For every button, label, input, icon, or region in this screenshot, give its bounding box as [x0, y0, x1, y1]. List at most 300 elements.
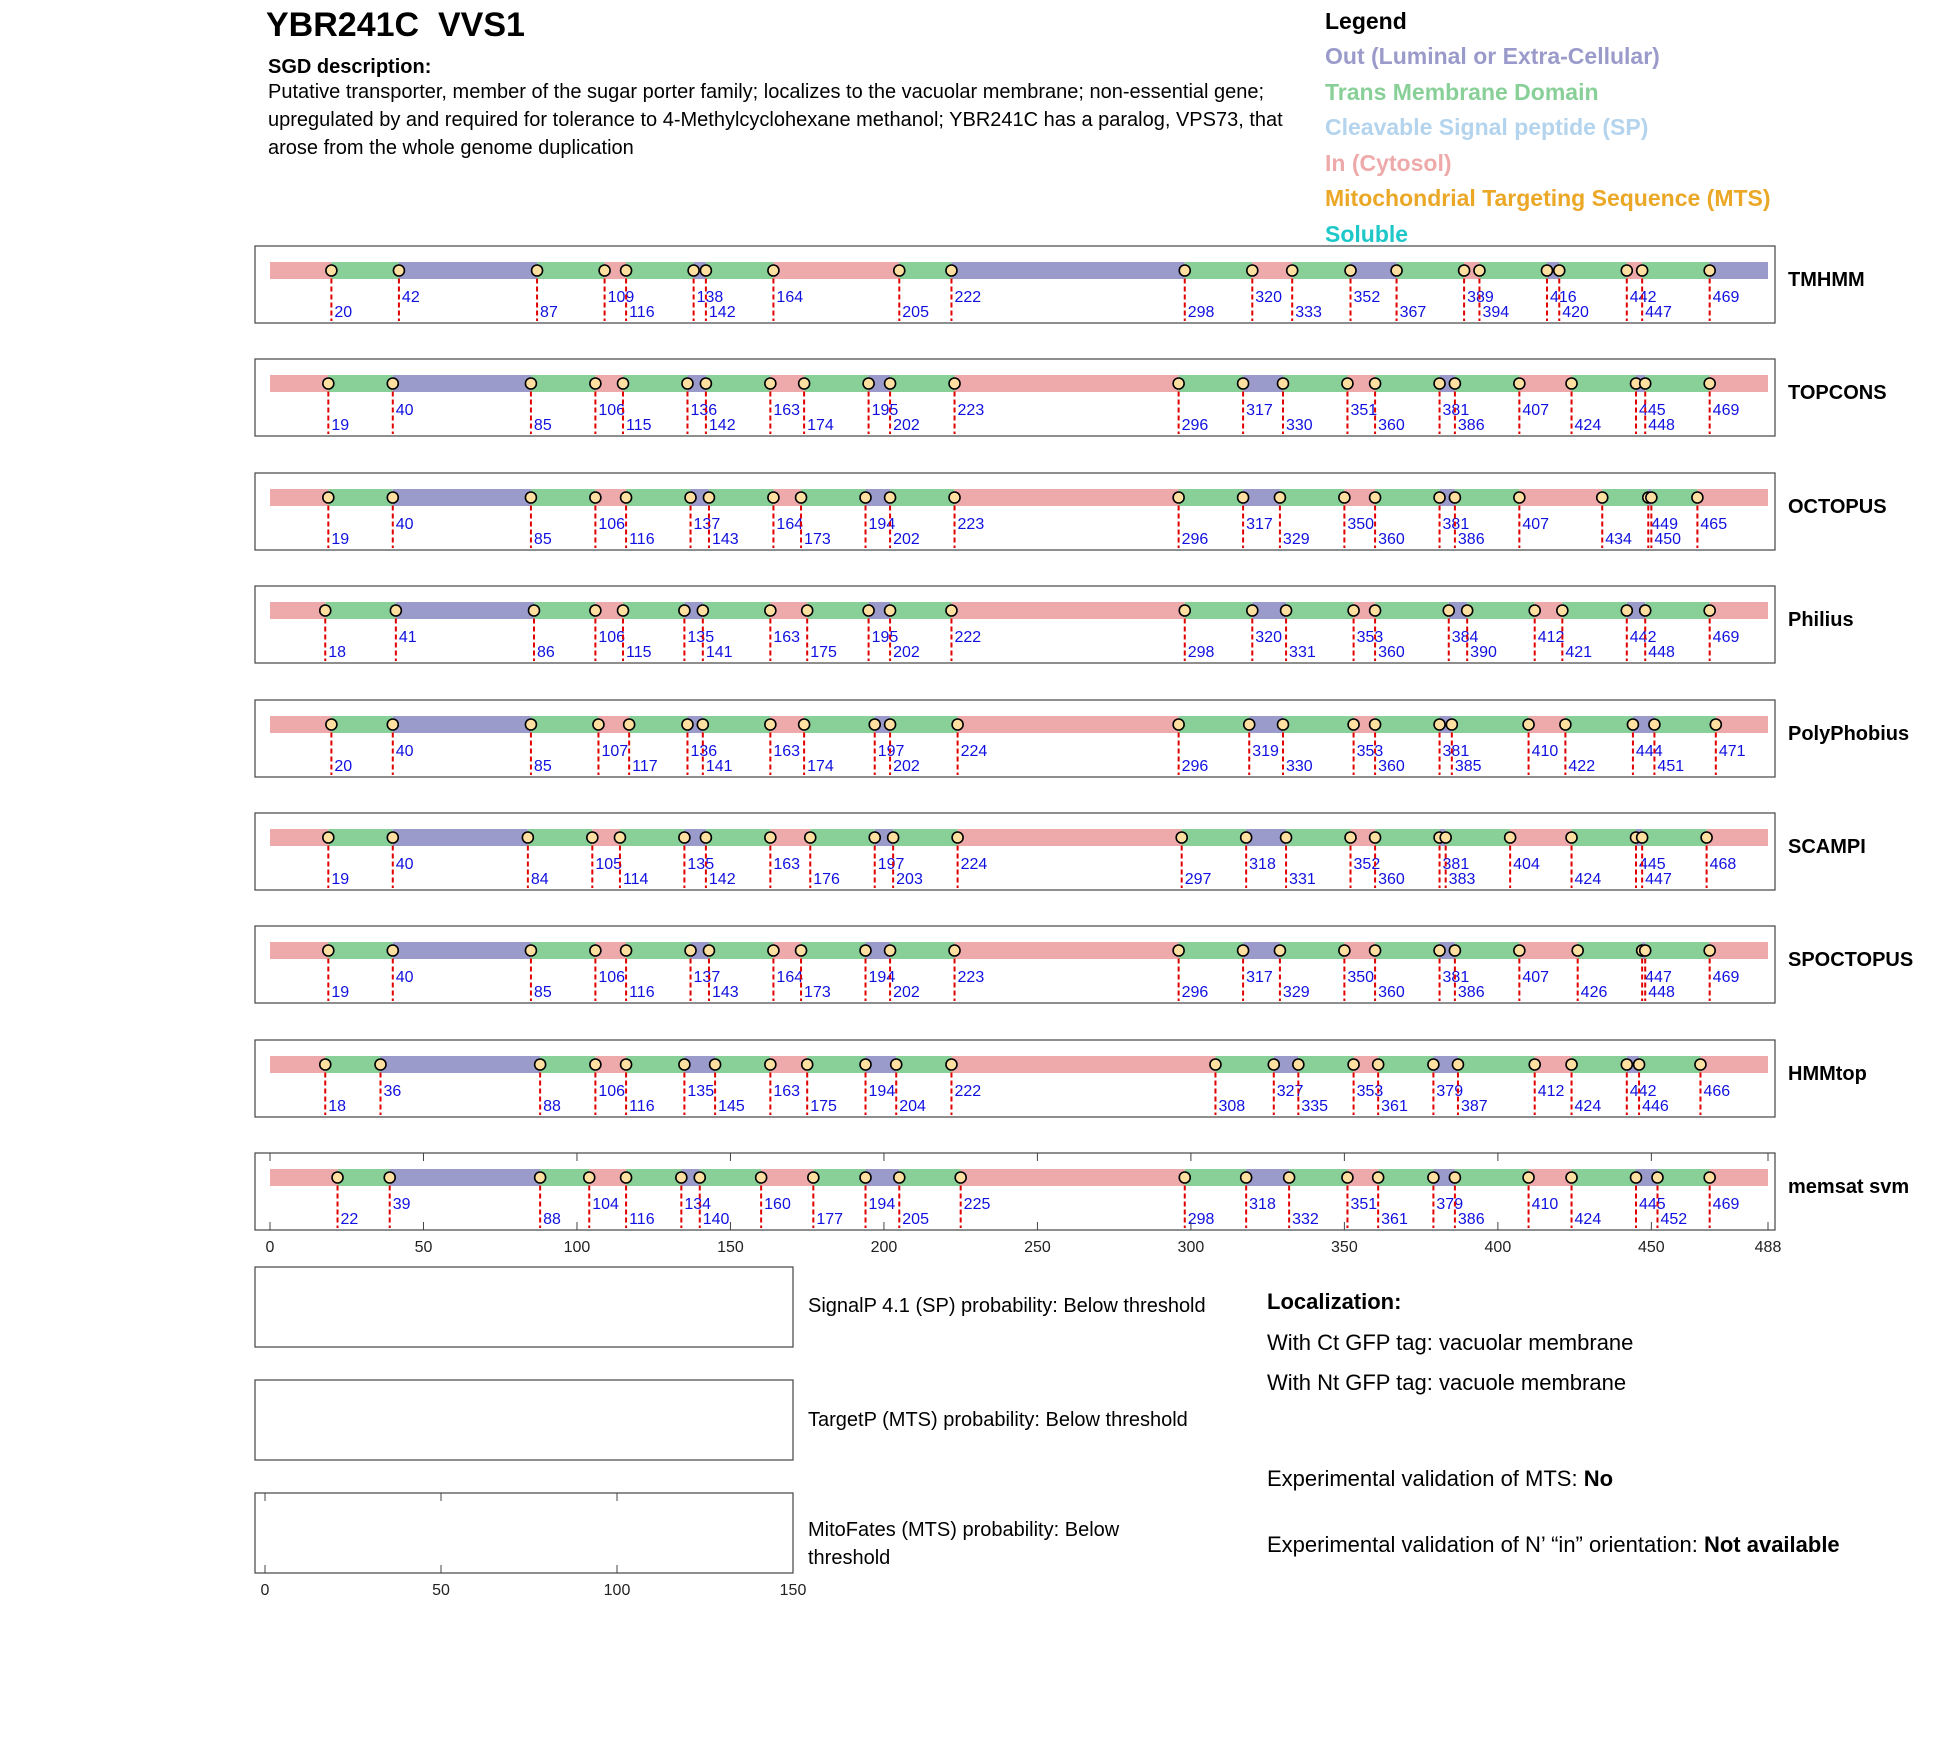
- segment-out: [396, 602, 534, 619]
- boundary-marker: [860, 1172, 871, 1183]
- track-name: memsat svm: [1788, 1176, 1910, 1198]
- gene-title: YBR241C VVS1: [266, 6, 525, 44]
- position-label: 202: [893, 417, 920, 434]
- boundary-marker: [621, 1059, 632, 1070]
- position-label: 450: [1654, 531, 1682, 548]
- track-hmmtop: [255, 1040, 1867, 1117]
- position-label: 385: [1454, 758, 1482, 775]
- boundary-marker: [1514, 492, 1525, 503]
- position-label: 136: [690, 743, 718, 760]
- position-label: 175: [810, 644, 837, 661]
- position-label: 19: [331, 984, 350, 1001]
- boundary-marker: [1443, 605, 1454, 616]
- position-label: 173: [804, 984, 831, 1001]
- boundary-marker: [614, 832, 625, 843]
- position-label: 135: [687, 1083, 715, 1100]
- position-label: 360: [1378, 531, 1405, 548]
- boundary-marker: [1342, 378, 1353, 389]
- position-label: 224: [960, 743, 988, 760]
- segment-tm: [1602, 489, 1648, 506]
- boundary-marker: [1247, 605, 1258, 616]
- boundary-marker: [323, 492, 334, 503]
- segment-tm: [1185, 602, 1253, 619]
- position-label: 19: [331, 531, 350, 548]
- segment-tm: [328, 829, 392, 846]
- segment-tm: [1179, 716, 1250, 733]
- segment-tm: [890, 602, 951, 619]
- position-label: 85: [533, 531, 552, 548]
- boundary-marker: [590, 492, 601, 503]
- segment-tm: [1375, 829, 1439, 846]
- position-label: 222: [954, 1083, 982, 1100]
- segment-tm: [1455, 489, 1519, 506]
- boundary-marker: [694, 1172, 705, 1183]
- segment-in: [1519, 375, 1571, 392]
- x-tick-label: 450: [1638, 1239, 1665, 1256]
- position-label: 115: [626, 644, 652, 661]
- boundary-marker: [1446, 719, 1457, 730]
- position-label: 135: [687, 629, 715, 646]
- position-label: 445: [1639, 402, 1666, 419]
- position-label: 447: [1645, 304, 1672, 321]
- segment-in: [958, 716, 1179, 733]
- position-label: 116: [629, 984, 655, 1001]
- position-label: 331: [1289, 644, 1316, 661]
- segment-in: [270, 1056, 325, 1073]
- boundary-marker: [528, 605, 539, 616]
- segment-tm: [1375, 489, 1439, 506]
- segment-in: [761, 1169, 813, 1186]
- boundary-marker: [1560, 719, 1571, 730]
- x-tick-label: 488: [1754, 1239, 1782, 1256]
- segment-tm: [531, 375, 595, 392]
- x-tick-label: 350: [1331, 1239, 1358, 1256]
- boundary-marker: [703, 492, 714, 503]
- boundary-marker: [765, 832, 776, 843]
- boundary-marker: [1274, 945, 1285, 956]
- targetp-label: TargetP (MTS) probability: Below threshold: [808, 1409, 1188, 1431]
- prob-x-tick-label: 0: [260, 1582, 270, 1599]
- x-tick-label: 200: [870, 1239, 898, 1256]
- position-label: 468: [1709, 856, 1737, 873]
- position-label: 469: [1712, 402, 1740, 419]
- boundary-marker: [1370, 378, 1381, 389]
- segment-tm: [528, 829, 592, 846]
- position-label: 360: [1378, 984, 1405, 1001]
- position-label: 422: [1568, 758, 1596, 775]
- boundary-marker: [1348, 1059, 1359, 1070]
- segment-tm: [709, 489, 773, 506]
- boundary-marker: [1428, 1172, 1439, 1183]
- position-label: 142: [708, 417, 736, 434]
- position-label: 469: [1712, 1196, 1740, 1213]
- segment-tm: [338, 1169, 390, 1186]
- position-label: 387: [1460, 1098, 1488, 1115]
- prob-x-tick-label: 100: [603, 1582, 631, 1599]
- boundary-marker: [1238, 378, 1249, 389]
- position-label: 386: [1457, 531, 1485, 548]
- position-label: 41: [398, 629, 417, 646]
- legend-item-sp: Cleavable Signal peptide (SP): [1325, 114, 1649, 140]
- position-label: 394: [1482, 304, 1510, 321]
- position-label: 40: [395, 402, 414, 419]
- boundary-marker: [1277, 719, 1288, 730]
- position-label: 361: [1381, 1211, 1408, 1228]
- position-label: 106: [598, 1083, 626, 1100]
- boundary-marker: [949, 378, 960, 389]
- boundary-marker: [1649, 719, 1660, 730]
- boundary-marker: [1173, 945, 1184, 956]
- position-label: 318: [1249, 856, 1276, 873]
- position-label: 471: [1718, 743, 1746, 760]
- boundary-marker: [1514, 945, 1525, 956]
- track-frame: [255, 1153, 1775, 1230]
- position-label: 142: [708, 304, 736, 321]
- boundary-marker: [1449, 492, 1460, 503]
- position-label: 197: [877, 743, 905, 760]
- probability-panel: [255, 1267, 793, 1347]
- boundary-marker: [1514, 378, 1525, 389]
- position-label: 173: [804, 531, 831, 548]
- boundary-marker: [869, 719, 880, 730]
- boundary-marker: [1345, 265, 1356, 276]
- boundary-marker: [1339, 945, 1350, 956]
- boundary-marker: [869, 832, 880, 843]
- segment-out: [381, 1056, 541, 1073]
- segment-out: [393, 716, 531, 733]
- segment-tm: [1215, 1056, 1273, 1073]
- segment-tm: [540, 1056, 595, 1073]
- segment-in: [270, 489, 328, 506]
- boundary-marker: [1462, 605, 1473, 616]
- segment-tm: [626, 262, 694, 279]
- position-label: 224: [960, 856, 988, 873]
- position-label: 164: [776, 516, 804, 533]
- segment-in: [270, 602, 325, 619]
- boundary-marker: [679, 605, 690, 616]
- position-label: 222: [954, 289, 982, 306]
- segment-tm: [1572, 375, 1636, 392]
- segment-tm: [899, 262, 951, 279]
- position-label: 416: [1549, 289, 1577, 306]
- position-label: 39: [392, 1196, 411, 1213]
- position-label: 160: [764, 1196, 791, 1213]
- boundary-marker: [323, 945, 334, 956]
- position-label: 320: [1255, 289, 1282, 306]
- boundary-marker: [1179, 1172, 1190, 1183]
- segment-tm: [893, 829, 957, 846]
- position-label: 353: [1356, 1083, 1384, 1100]
- segment-tm: [623, 602, 684, 619]
- boundary-marker: [1557, 605, 1568, 616]
- x-tick-label: 50: [414, 1239, 433, 1256]
- position-label: 381: [1442, 969, 1470, 986]
- boundary-marker: [387, 945, 398, 956]
- position-label: 410: [1531, 1196, 1559, 1213]
- boundary-marker: [621, 945, 632, 956]
- boundary-marker: [799, 719, 810, 730]
- boundary-marker: [1634, 1059, 1645, 1070]
- position-label: 40: [395, 516, 414, 533]
- segment-tm: [1455, 942, 1519, 959]
- segment-tm: [1651, 489, 1697, 506]
- segment-out: [1246, 1169, 1289, 1186]
- position-label: 448: [1648, 417, 1675, 434]
- boundary-marker: [1244, 719, 1255, 730]
- position-label: 361: [1381, 1098, 1408, 1115]
- segment-tm: [537, 262, 605, 279]
- position-label: 469: [1712, 629, 1740, 646]
- position-label: 104: [592, 1196, 619, 1213]
- position-label: 223: [957, 402, 985, 419]
- segment-tm: [623, 375, 687, 392]
- position-label: 116: [629, 531, 655, 548]
- boundary-marker: [1281, 605, 1292, 616]
- position-label: 106: [598, 629, 626, 646]
- position-label: 105: [595, 856, 623, 873]
- position-label: 317: [1246, 402, 1273, 419]
- segment-tm: [807, 1056, 865, 1073]
- position-label: 115: [626, 417, 652, 434]
- legend-item-out: Out (Luminal or Extra-Cellular): [1325, 43, 1660, 69]
- boundary-marker: [1621, 265, 1632, 276]
- segment-tm: [703, 602, 771, 619]
- position-label: 194: [868, 1196, 896, 1213]
- boundary-marker: [393, 265, 404, 276]
- position-label: 296: [1181, 758, 1209, 775]
- x-tick-label: 150: [717, 1239, 744, 1256]
- track-scampi: [255, 813, 1866, 890]
- boundary-marker: [320, 1059, 331, 1070]
- boundary-marker: [860, 945, 871, 956]
- position-label: 451: [1657, 758, 1685, 775]
- boundary-marker: [1637, 265, 1648, 276]
- segment-tm: [534, 602, 595, 619]
- boundary-marker: [599, 265, 610, 276]
- boundary-marker: [1640, 945, 1651, 956]
- boundary-marker: [1370, 492, 1381, 503]
- segment-tm: [1185, 1169, 1246, 1186]
- position-label: 351: [1350, 1196, 1378, 1213]
- boundary-marker: [532, 265, 543, 276]
- boundary-marker: [326, 265, 337, 276]
- mts-validation-label: Experimental validation of MTS:: [1267, 1466, 1584, 1491]
- position-label: 225: [963, 1196, 991, 1213]
- position-label: 106: [598, 969, 626, 986]
- track-name: TMHMM: [1788, 269, 1865, 291]
- legend-item-in: In (Cytosol): [1325, 149, 1452, 176]
- segment-tm: [1179, 942, 1243, 959]
- position-label: 141: [705, 758, 733, 775]
- boundary-marker: [387, 378, 398, 389]
- boundary-marker: [387, 832, 398, 843]
- segment-in: [1710, 375, 1768, 392]
- boundary-marker: [1370, 605, 1381, 616]
- position-label: 116: [629, 1098, 655, 1115]
- boundary-marker: [1293, 1059, 1304, 1070]
- position-label: 407: [1522, 516, 1550, 533]
- track-name: SPOCTOPUS: [1788, 949, 1914, 971]
- position-label: 404: [1513, 856, 1540, 873]
- boundary-marker: [1238, 492, 1249, 503]
- position-label: 85: [533, 758, 552, 775]
- boundary-marker: [802, 1059, 813, 1070]
- boundary-marker: [1179, 605, 1190, 616]
- segment-tm: [1455, 375, 1519, 392]
- position-label: 384: [1451, 629, 1479, 646]
- boundary-marker: [1449, 378, 1460, 389]
- position-label: 308: [1218, 1098, 1246, 1115]
- legend-item-mts: Mitochondrial Targeting Sequence (MTS): [1325, 185, 1771, 211]
- position-label: 410: [1531, 743, 1559, 760]
- boundary-marker: [796, 492, 807, 503]
- boundary-marker: [1621, 1059, 1632, 1070]
- legend-item-tm: Trans Membrane Domain: [1325, 78, 1599, 105]
- position-label: 19: [331, 417, 350, 434]
- position-label: 424: [1574, 1211, 1602, 1228]
- boundary-marker: [888, 832, 899, 843]
- position-label: 88: [543, 1211, 561, 1228]
- boundary-marker: [525, 492, 536, 503]
- orientation-validation: [1267, 1529, 1867, 1561]
- boundary-marker: [1704, 605, 1715, 616]
- boundary-marker: [1523, 719, 1534, 730]
- segment-tm: [801, 489, 865, 506]
- boundary-marker: [1529, 605, 1540, 616]
- boundary-marker: [805, 832, 816, 843]
- boundary-marker: [1695, 1059, 1706, 1070]
- boundary-marker: [1284, 1172, 1295, 1183]
- boundary-marker: [1523, 1172, 1534, 1183]
- boundary-marker: [679, 832, 690, 843]
- position-label: 137: [693, 516, 721, 533]
- position-label: 197: [877, 856, 905, 873]
- position-label: 18: [328, 644, 347, 661]
- segment-tm: [1452, 716, 1529, 733]
- segment-tm: [531, 489, 595, 506]
- boundary-marker: [946, 265, 957, 276]
- segment-out: [1710, 262, 1768, 279]
- track-frame: [255, 813, 1775, 890]
- boundary-marker: [765, 378, 776, 389]
- boundary-marker: [1434, 719, 1445, 730]
- boundary-marker: [320, 605, 331, 616]
- position-label: 176: [813, 871, 840, 888]
- sgd-heading: SGD description:: [268, 56, 432, 78]
- segment-tm: [1375, 602, 1449, 619]
- boundary-marker: [768, 945, 779, 956]
- boundary-marker: [802, 605, 813, 616]
- segment-in: [270, 829, 328, 846]
- segment-tm: [1639, 1056, 1700, 1073]
- boundary-marker: [323, 378, 334, 389]
- boundary-marker: [885, 945, 896, 956]
- position-label: 469: [1712, 969, 1740, 986]
- segment-tm: [1572, 1169, 1636, 1186]
- position-label: 412: [1537, 629, 1565, 646]
- position-label: 296: [1181, 531, 1209, 548]
- boundary-marker: [891, 1059, 902, 1070]
- position-label: 85: [533, 984, 552, 1001]
- segment-in: [951, 1056, 1215, 1073]
- ct-gfp-localization: With Ct GFP tag: vacuolar membrane: [1267, 1330, 1634, 1355]
- position-label: 389: [1467, 289, 1494, 306]
- boundary-marker: [387, 492, 398, 503]
- position-label: 449: [1651, 516, 1678, 533]
- boundary-marker: [1238, 945, 1249, 956]
- boundary-marker: [1373, 1059, 1384, 1070]
- track-philius: [255, 586, 1854, 663]
- boundary-marker: [1339, 492, 1350, 503]
- position-label: 350: [1347, 969, 1375, 986]
- sgd-description: Putative transporter, member of the sugar porter family; localizes to the vacuolar membrane; non-essential gene; upregulated by and required for tolerance to 4-Methylcyclohexane methanol; YBR241C has a paralog, VPS73, that arose from the whole genome duplication: [268, 81, 1283, 159]
- boundary-marker: [584, 1172, 595, 1183]
- boundary-marker: [1277, 378, 1288, 389]
- legend-item-soluble: Soluble: [1325, 220, 1409, 247]
- boundary-marker: [682, 378, 693, 389]
- boundary-marker: [621, 1172, 632, 1183]
- track-topcons: [255, 359, 1887, 436]
- track-frame: [255, 1040, 1775, 1117]
- boundary-marker: [1572, 945, 1583, 956]
- position-label: 452: [1660, 1211, 1688, 1228]
- segment-tm: [813, 1169, 865, 1186]
- position-label: 353: [1356, 629, 1384, 646]
- position-label: 84: [530, 871, 549, 888]
- boundary-marker: [1287, 265, 1298, 276]
- track-name: HMMtop: [1788, 1063, 1867, 1085]
- track-spoctopus: [255, 926, 1913, 1003]
- position-label: 163: [773, 629, 801, 646]
- segment-tm: [890, 942, 954, 959]
- position-label: 446: [1642, 1098, 1669, 1115]
- mts-validation-value: No: [1583, 1466, 1614, 1491]
- position-label: 164: [776, 289, 804, 306]
- segment-tm: [531, 942, 595, 959]
- segment-out: [1351, 262, 1397, 279]
- segment-tm: [804, 375, 868, 392]
- position-label: 114: [622, 871, 649, 888]
- position-label: 335: [1301, 1098, 1329, 1115]
- segment-tm: [1286, 829, 1350, 846]
- segment-tm: [1455, 1169, 1529, 1186]
- boundary-marker: [700, 265, 711, 276]
- boundary-marker: [1370, 719, 1381, 730]
- position-label: 381: [1442, 402, 1470, 419]
- segment-tm: [328, 375, 392, 392]
- position-label: 137: [693, 969, 721, 986]
- segment-tm: [1645, 602, 1709, 619]
- segment-in: [955, 375, 1179, 392]
- position-label: 330: [1285, 417, 1313, 434]
- segment-tm: [1479, 262, 1547, 279]
- position-label: 88: [543, 1098, 561, 1115]
- x-tick-label: 300: [1177, 1239, 1205, 1256]
- position-label: 318: [1249, 1196, 1276, 1213]
- segment-tm: [1378, 1056, 1433, 1073]
- boundary-marker: [1474, 265, 1485, 276]
- boundary-marker: [1176, 832, 1187, 843]
- position-label: 195: [871, 402, 899, 419]
- segment-tm: [1657, 1169, 1709, 1186]
- boundary-marker: [1348, 719, 1359, 730]
- position-label: 445: [1639, 856, 1666, 873]
- boundary-marker: [1640, 605, 1651, 616]
- position-label: 194: [868, 969, 896, 986]
- track-name: SCAMPI: [1788, 836, 1866, 858]
- localization-heading: Localization:: [1267, 1289, 1402, 1314]
- boundary-marker: [525, 719, 536, 730]
